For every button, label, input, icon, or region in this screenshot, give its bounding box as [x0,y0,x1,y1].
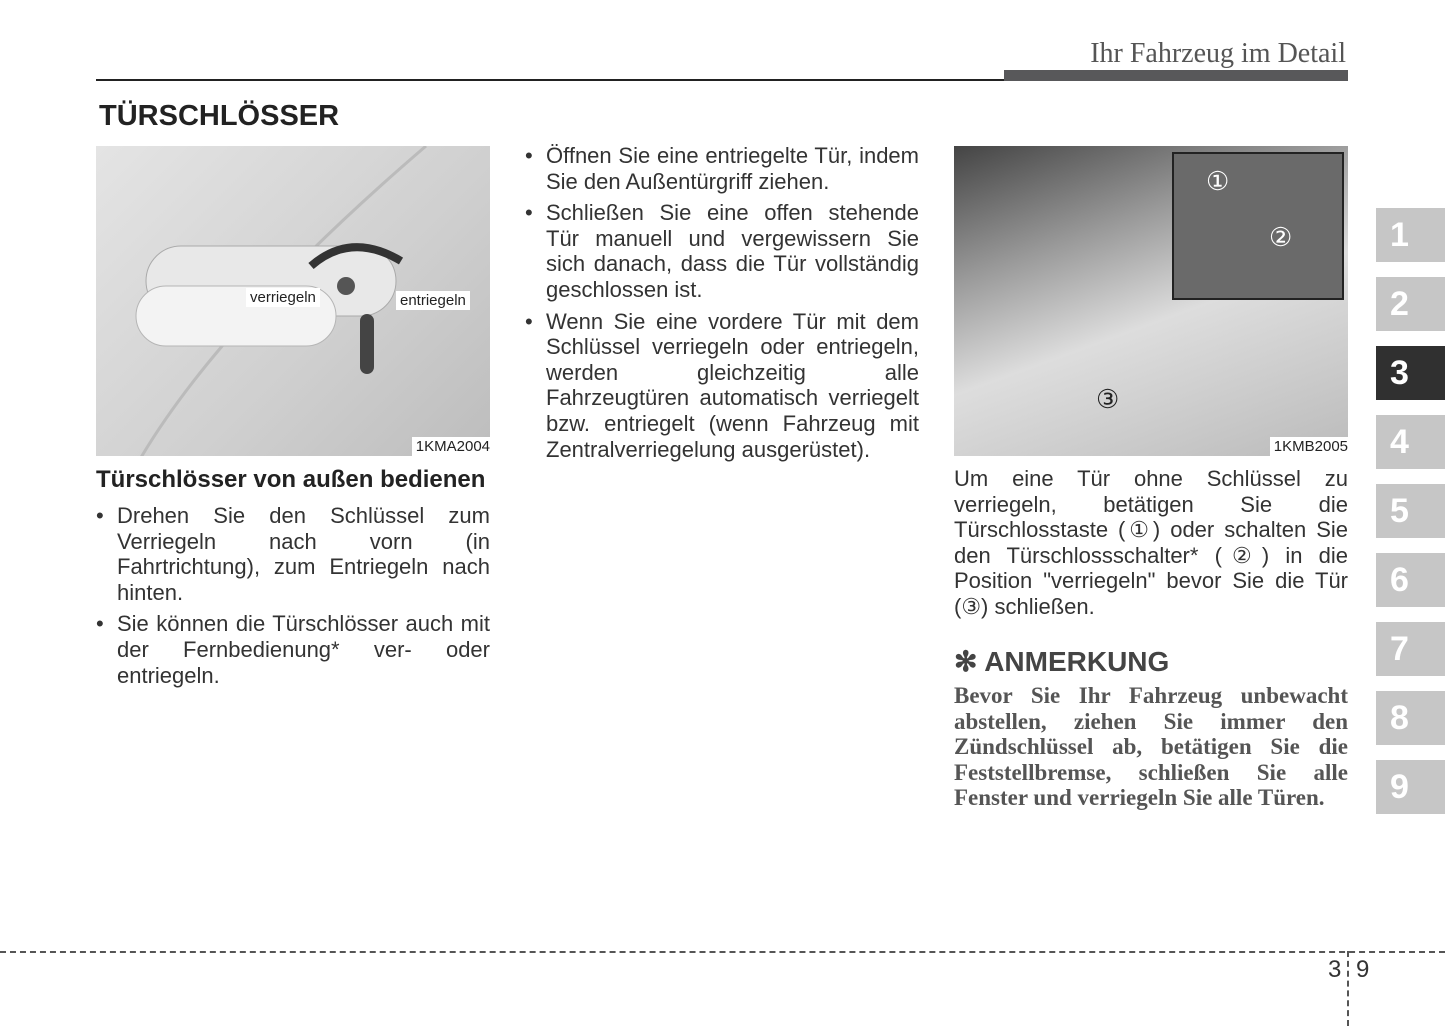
figure-code: 1KMB2005 [1270,437,1348,456]
unlock-label: entriegeln [396,291,470,310]
note-heading: ✻ ANMERKUNG [954,646,1170,677]
page-number: 9 [1356,956,1370,983]
marker-3: ③ [1096,384,1120,414]
chapter-tab-3[interactable]: 3 [1376,346,1445,400]
inset-panel [1172,152,1344,300]
chapter-tab-6[interactable]: 6 [1376,553,1445,607]
figure-code: 1KMA2004 [412,437,490,456]
note-text: Bevor Sie Ihr Fahrzeug unbewacht abstellen, ziehen Sie immer den Zündschlüssel ab, betätigen Sie die Feststellbremse, schließen Sie alle Fenster und verriegeln Sie alle Türen. [954,683,1348,811]
marker-1: ① [1206,166,1230,196]
column-2 [525,143,919,468]
door-lock-key-figure [96,146,490,456]
section-title: TÜRSCHLÖSSER [99,100,340,132]
lock-label: verriegeln [246,288,320,307]
list-item: • Sie können die Türschlösser auch mit der Fernbedienung* ver- oder entriegeln. [96,611,490,688]
list-item: • Öffnen Sie eine entriegelte Tür, indem Sie den Außentürgriff ziehen. [525,143,919,194]
list-item: • Schließen Sie eine offen stehende Tür manuell und vergewissern Sie sich danach, dass die Tür vollständig geschlossen ist. [525,200,919,302]
chapter-tab-5[interactable]: 5 [1376,484,1445,538]
chapter-number: 3 [1328,956,1342,983]
marker-2: ② [1269,222,1293,252]
door-switch-figure [954,146,1348,456]
footer-divider [1347,951,1349,1026]
chapter-tab-9[interactable]: 9 [1376,760,1445,814]
door-lock-text: Um eine Tür ohne Schlüssel zu verriegeln, betätigen Sie die Türschlosstaste (①) oder schalten Sie den Türschlossschalter* (②) in die Position "verriegeln" bevor Sie die Tür (③) schließen. [954,466,1348,619]
chapter-tab-8[interactable]: 8 [1376,691,1445,745]
list-item: • Drehen Sie den Schlüssel zum Verriegeln nach vorn (in Fahrtrichtung), zum Entriegeln nach hinten. [96,503,490,605]
chapter-tab-4[interactable]: 4 [1376,415,1445,469]
chapter-tab-7[interactable]: 7 [1376,622,1445,676]
header-rule [96,79,1004,81]
chapter-tab-2[interactable]: 2 [1376,277,1445,331]
column-1 [96,466,490,694]
running-header: Ihr Fahrzeug im Detail [1090,38,1346,69]
subsection-heading: Türschlösser von außen bedienen [96,466,486,493]
footer-rule [0,951,1445,953]
list-item: • Wenn Sie eine vordere Tür mit dem Schlüssel verriegeln oder entriegeln, werden gleichzeitig alle Fahrzeugtüren automatisch verriegelt bzw. entriegelt (wenn Fahrzeug mit Zentralverriegelung ausgerüstet). [525,309,919,463]
chapter-tab-1[interactable]: 1 [1376,208,1445,262]
header-bar [1004,70,1348,81]
